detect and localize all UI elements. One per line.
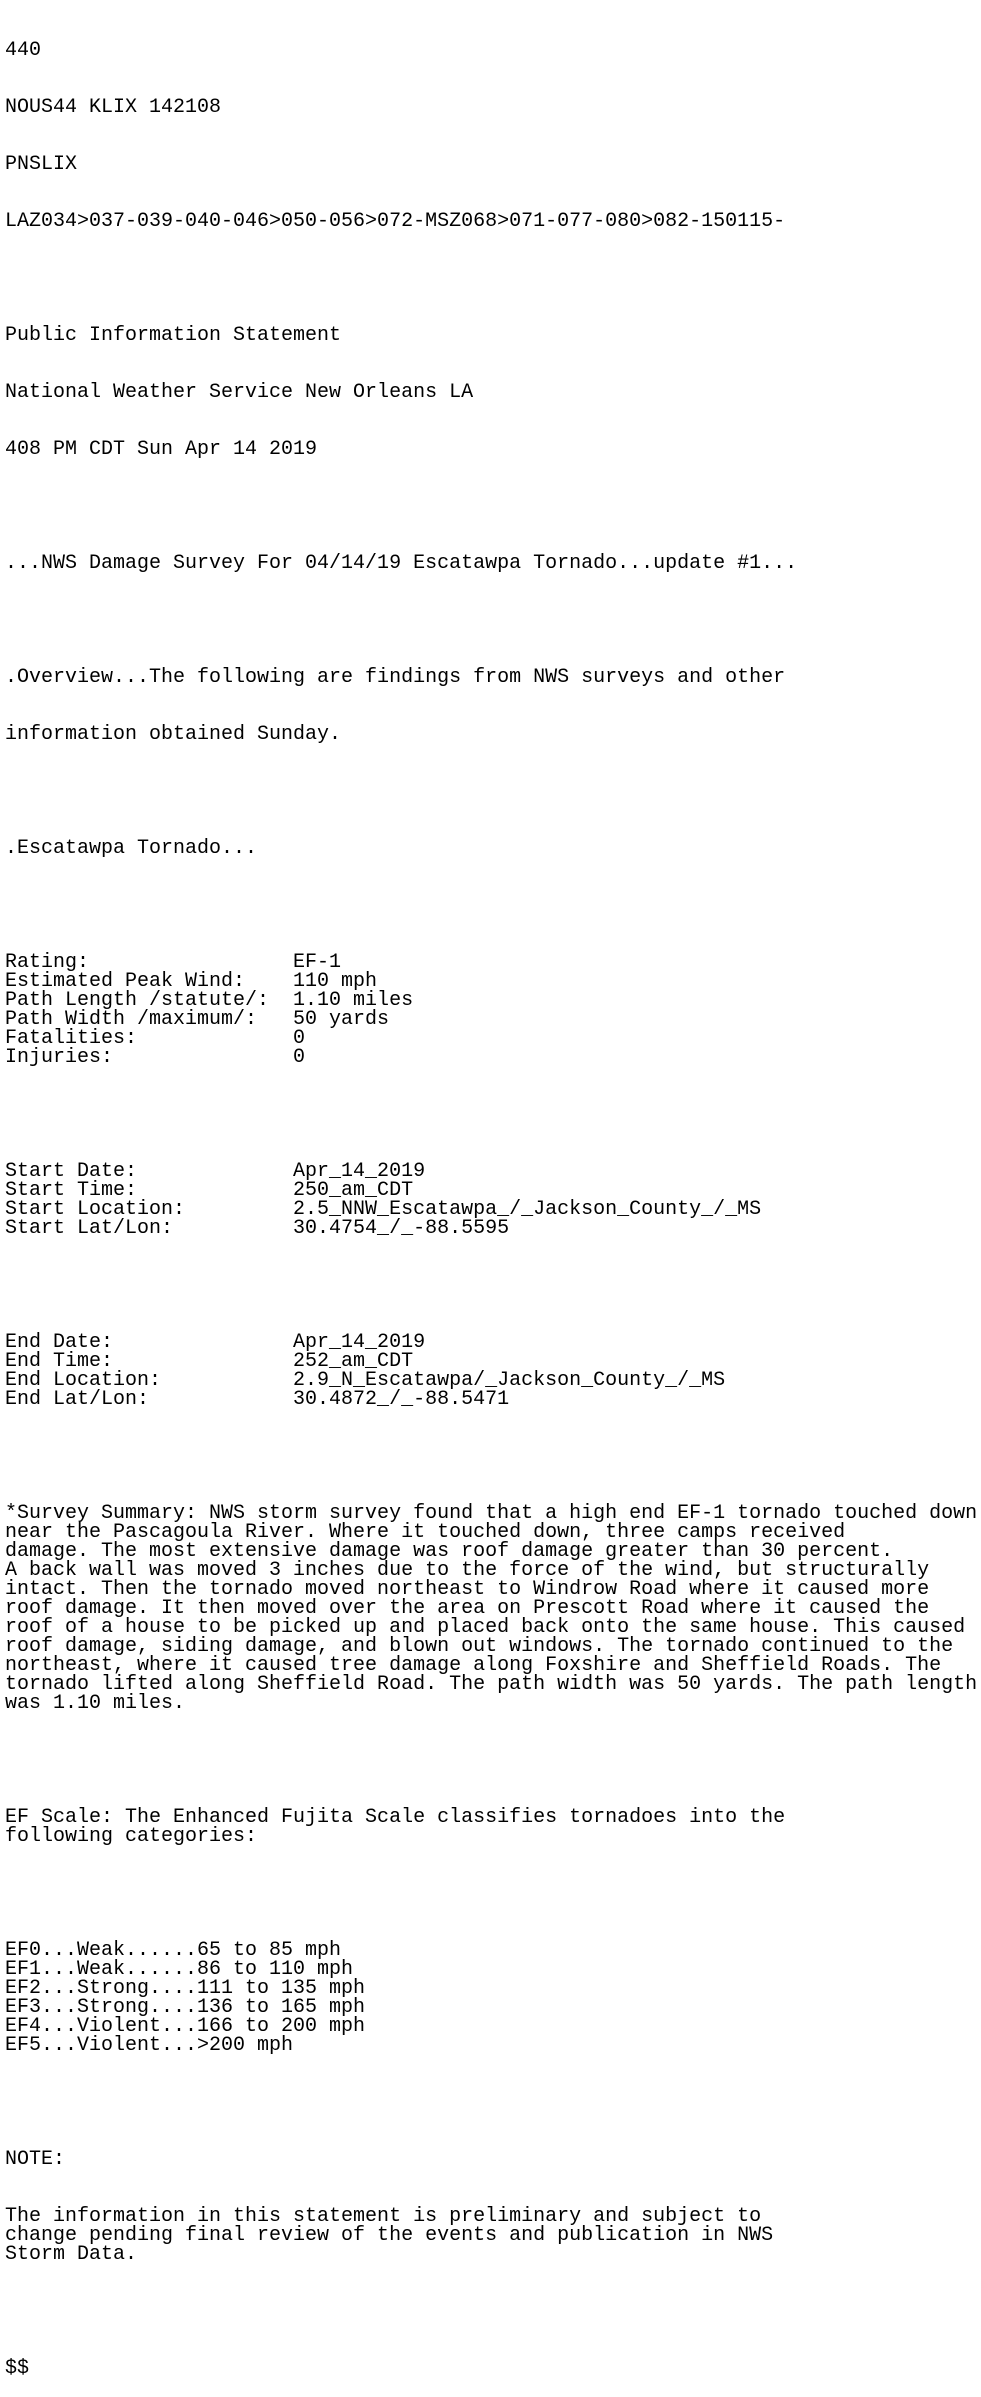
- blank-line: [5, 1276, 981, 1295]
- public-information-statement: [5, 3, 981, 2397]
- blank-line: [5, 269, 981, 288]
- survey-summary-line: roof damage, siding damage, and blown out windows. The tornado continued to the: [5, 1635, 954, 1658]
- headline: ...NWS Damage Survey For 04/14/19 Escatawpa Tornado...update #1...: [5, 552, 798, 575]
- row-value: Apr_14_2019: [293, 1331, 426, 1354]
- row-label: Injuries:: [5, 1046, 294, 1069]
- row-label: Rating:: [5, 951, 294, 974]
- summary-table: [5, 953, 981, 1067]
- survey-summary-line: damage. The most extensive damage was roof damage greater than 30 percent.: [5, 1540, 894, 1563]
- note-text-line: change pending final review of the events and publication in NWS: [5, 2224, 774, 2247]
- blank-line: [5, 1884, 981, 1903]
- ef-scale-list-line: EF4...Violent...166 to 200 mph: [5, 2015, 366, 2038]
- table-row: [5, 1390, 981, 1409]
- blank-line: [5, 896, 981, 915]
- ef-scale-intro-line: EF Scale: The Enhanced Fujita Scale classifies tornadoes into the: [5, 1806, 786, 1829]
- survey-summary-line: A back wall was moved 3 inches due to the force of the wind, but structurally: [5, 1559, 930, 1582]
- blank-line: [5, 1105, 981, 1124]
- ef-scale-list-line: EF3...Strong....136 to 165 mph: [5, 1996, 366, 2019]
- row-value: 1.10 miles: [293, 989, 414, 1012]
- row-value: 252_am_CDT: [293, 1350, 414, 1373]
- ef-scale-list-line: EF1...Weak......86 to 110 mph: [5, 1958, 354, 1981]
- ef-scale-intro: [5, 1808, 981, 1846]
- overview-line: information obtained Sunday.: [5, 723, 342, 746]
- ef-scale-intro-line: following categories:: [5, 1825, 258, 1848]
- row-label: Fatalities:: [5, 1027, 294, 1050]
- product-terminator: $$: [5, 2357, 30, 2380]
- blank-line: [5, 497, 981, 516]
- table-row: [5, 1219, 981, 1238]
- row-value: EF-1: [293, 951, 342, 974]
- row-value: 50 yards: [293, 1008, 390, 1031]
- blank-line: [5, 2302, 981, 2321]
- blank-line: [5, 1447, 981, 1466]
- row-label: Path Length /statute/:: [5, 989, 294, 1012]
- ef-scale-list-line: EF5...Violent...>200 mph: [5, 2034, 294, 2057]
- survey-summary-line: *Survey Summary: NWS storm survey found that a high end EF-1 tornado touched down: [5, 1502, 978, 1525]
- note-text-line: The information in this statement is preliminary and subject to: [5, 2205, 762, 2228]
- note-label: NOTE:: [5, 2148, 66, 2171]
- row-value: 0: [293, 1046, 306, 1069]
- row-label: Start Date:: [5, 1160, 294, 1183]
- row-label: End Date:: [5, 1331, 294, 1354]
- ef-scale-list-line: EF0...Weak......65 to 85 mph: [5, 1939, 342, 1962]
- wmo-header: NOUS44 KLIX 142108: [5, 96, 222, 119]
- event-heading: .Escatawpa Tornado...: [5, 837, 258, 860]
- survey-summary-line: roof of a house to be picked up and placed back onto the same house. This caused: [5, 1616, 966, 1639]
- issuing-office: National Weather Service New Orleans LA: [5, 381, 474, 404]
- ef-scale-list: [5, 1941, 981, 2055]
- row-value: 30.4872_/_-88.5471: [293, 1388, 510, 1411]
- row-value: 250_am_CDT: [293, 1179, 414, 1202]
- survey-summary-line: intact. Then the tornado moved northeast to Windrow Road where it caused more: [5, 1578, 930, 1601]
- blank-line: [5, 2093, 981, 2112]
- zone-codes: LAZ034>037-039-040-046>050-056>072-MSZ068>071-077-080>082-150115-: [5, 210, 786, 233]
- survey-summary-line: tornado lifted along Sheffield Road. The path width was 50 yards. The path length: [5, 1673, 978, 1696]
- row-label: End Lat/Lon:: [5, 1388, 294, 1411]
- row-value: 110 mph: [293, 970, 378, 993]
- awips-id: PNSLIX: [5, 153, 78, 176]
- statement-title: Public Information Statement: [5, 324, 342, 347]
- row-label: End Location:: [5, 1369, 294, 1392]
- row-label: Start Location:: [5, 1198, 294, 1221]
- blank-line: [5, 782, 981, 801]
- blank-line: [5, 1751, 981, 1770]
- issue-time: 408 PM CDT Sun Apr 14 2019: [5, 438, 318, 461]
- row-label: Start Lat/Lon:: [5, 1217, 294, 1240]
- note-text: [5, 2207, 981, 2264]
- blank-line: [5, 611, 981, 630]
- ef-scale-list-line: EF2...Strong....111 to 135 mph: [5, 1977, 366, 2000]
- overview-line: .Overview...The following are findings from NWS surveys and other: [5, 666, 786, 689]
- table-row: [5, 1048, 981, 1067]
- end-table: [5, 1333, 981, 1409]
- row-value: 2.5_NNW_Escatawpa_/_Jackson_County_/_MS: [293, 1198, 762, 1221]
- row-value: 0: [293, 1027, 306, 1050]
- survey-summary: [5, 1504, 981, 1713]
- survey-summary-line: roof damage. It then moved over the area on Prescott Road where it caused the: [5, 1597, 930, 1620]
- row-value: 2.9_N_Escatawpa/_Jackson_County_/_MS: [293, 1369, 726, 1392]
- survey-summary-line: northeast, where it caused tree damage along Foxshire and Sheffield Roads. The: [5, 1654, 942, 1677]
- row-value: Apr_14_2019: [293, 1160, 426, 1183]
- row-value: 30.4754_/_-88.5595: [293, 1217, 510, 1240]
- start-table: [5, 1162, 981, 1238]
- row-label: End Time:: [5, 1350, 294, 1373]
- product-sequence: 440: [5, 39, 42, 62]
- survey-summary-line: was 1.10 miles.: [5, 1692, 186, 1715]
- note-text-line: Storm Data.: [5, 2243, 138, 2266]
- row-label: Start Time:: [5, 1179, 294, 1202]
- row-label: Estimated Peak Wind:: [5, 970, 294, 993]
- row-label: Path Width /maximum/:: [5, 1008, 294, 1031]
- survey-summary-line: near the Pascagoula River. Where it touched down, three camps received: [5, 1521, 846, 1544]
